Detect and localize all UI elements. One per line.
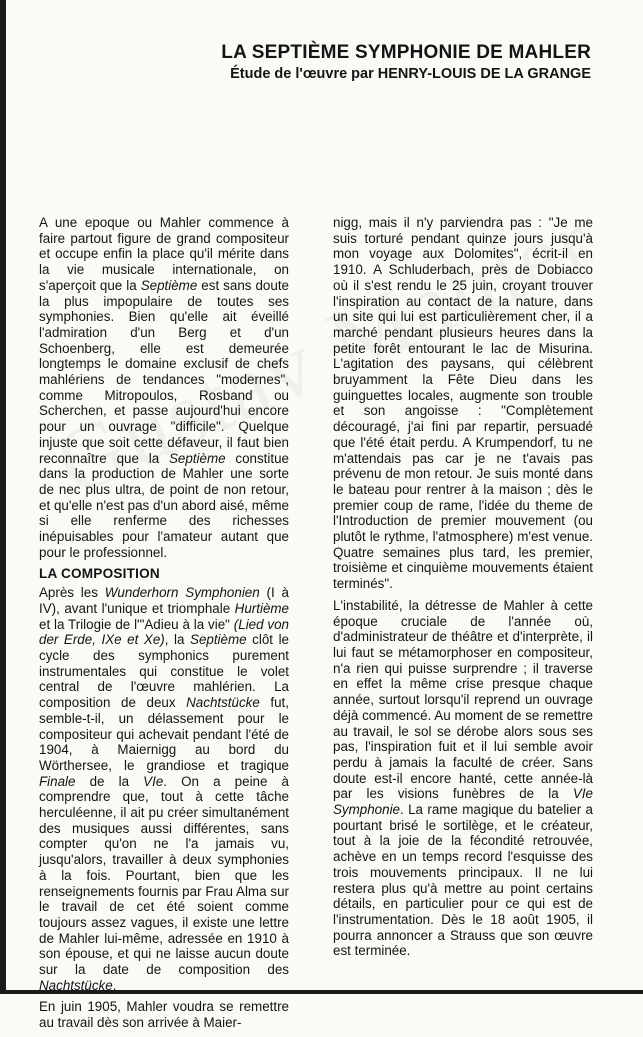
section-heading-composition: LA COMPOSITION (39, 566, 160, 582)
article-title: LA SEPTIÈME SYMPHONIE DE MAHLER (221, 42, 591, 63)
article-subtitle: Étude de l'œuvre par HENRY-LOUIS DE LA GRANGE (230, 66, 591, 82)
column-right (333, 215, 593, 965)
column-left (39, 215, 289, 1037)
composition-paragraph-3: L'instabilité, la détresse de Mahler à cette époque cruciale de l'année où, d'administrateur de théâtre et d'interprète, il lui faut se métamorphoser en compositeur, n'a rien qui puisse surprendre ; il traverse en effet la même crise presque chaque année, surtout lorsqu'il reprend un ouvrage déjà commencé. Au moment de se remettre au travail, le sol se dérobe alors sous ses pas, l'inspiration fuit et il lui semble avoir perdu à jamais la faculté de créer. Sans doute est-il encore hanté, cette année-là par les visions funèbres de la VIe Symphonie. La rame magique du batelier a pourtant brisé le sortilège, et le créateur, tout à la joie de la fécondité retrouvée, achève en un temps record l'esquisse des trois mouvements principaux. Il ne lui restera plus qu'à mettre au point certains détails, en particulier pour ce qui est de l'instrumentation. Dès le 18 août 1905, il pourra annoncer a Strauss que son œuvre est terminée. (333, 597, 593, 959)
composition-paragraph-2-continued: nigg, mais il n'y parviendra pas : "Je me suis torturé pendant quinze jours jusqu'à mon voyage aux Dolomites", écrit-il en 1910. A Schluderbach, près de Dobiacco où il s'est rendu le 25 juin, croyant trouver l'inspiration au contact de la nature, dans un site qui lui est particulièrement cher, il a marché pendant plusieurs heures dans la petite forêt entourant le lac de Misurina. L'agitation des paysans, qui célèbrent bruyamment la Fête Dieu dans les guinguettes locales, augmente son trouble et son angoisse : "Complètement découragé, j'ai fini par repartir, persuadé que l'été était perdu. A Krumpendorf, tu ne m'attendais pas car je ne t'avais pas prévenu de mon retour. Je suis monté dans le bateau pour rentrer à la maison ; dès le premier coup de rame, l'idée du theme de l'Introduction de premier mouvement (ou plutôt le rythme, l'atmosphere) m'est venue. Quatre semaines plus tard, les premier, troisième et cinquième mouvements étaient terminés". (333, 215, 593, 592)
article-header (221, 42, 591, 84)
composition-paragraph-1: Après les Wunderhorn Symphonien (I à IV), avant l'unique et triomphale Hurtième et la Trilogie de l'"Adieu à la vie" (Lied von der Erde, IXe et Xe), la Septième clôt le cycle des symphonics purement instrumentales qui constitue le volet central de l'œuvre mahlérien. La composition de deux Nachtstücke fut, semble-t-il, un délassement pour le compositeur qui achevait pendant l'été de 1904, à Maiernigg au bord du Wörthersee, le grandiose et tragique Finale de la VIe. On a peine à comprendre que, tout à cette tâche herculéenne, il ait pu créer simultanément des musiques aussi différentes, sans compter qu'on ne l'a jamais vu, jusqu'alors, travailler à deux symphonies à la fois. Pourtant, bien que les renseignements fournis par Frau Alma sur le travail de cet été soient comme toujours assez vagues, il existe une lettre de Mahler lui-même, adressée en 1910 à son épouse, et qui ne laisse aucun doute sur la date de composition des Nachtstücke. (39, 585, 290, 993)
intro-paragraph: A une epoque ou Mahler commence à faire partout figure de grand compositeur et occupe enfin la place qu'il mérite dans la vie musicale internationale, on s'aperçoit que la Septième est sans doute la plus impopulaire de toutes ses symphonies. Bien qu'elle ait éveillé l'admiration d'un Berg et d'un Schoenberg, elle est demeurée longtemps le domaine exclusif de chefs mahlériens de tendances "modernes", comme Mitropoulos, Rosband ou Scherchen, et passe aujourd'hui encore pour un ouvrage "difficile". Quelque injuste que soit cette défaveur, il faut bien reconnaître que la Septième constitue dans la production de Mahler une sorte de nec plus ultra, de point de non retour, et qu'elle n'est pas d'un abord aisé, même si elle renferme des richesses inépuisables pour l'amateur autant que pour le professionnel. (39, 215, 289, 560)
composition-paragraph-2: En juin 1905, Mahler voudra se remettre au travail dès son arrivée à Maier- (39, 999, 289, 1031)
page-edge-left (0, 0, 6, 994)
